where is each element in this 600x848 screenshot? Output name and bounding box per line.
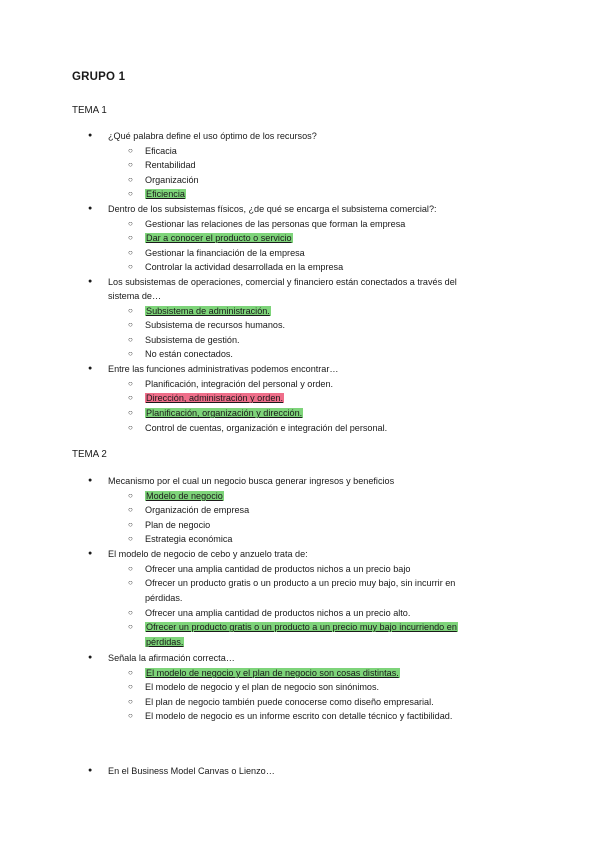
answer-option: ○ Planificación, integración del personal y orden. bbox=[145, 378, 333, 390]
section-heading-tema-2: TEMA 2 bbox=[72, 449, 107, 460]
answer-option-correct bbox=[145, 232, 293, 244]
answer-option: ○ Gestionar la financiación de la empresa bbox=[145, 247, 305, 259]
highlight-correct: Planificación, organización y dirección. bbox=[146, 408, 303, 418]
answer-option: ○ El modelo de negocio y el plan de negocio son sinónimos. bbox=[145, 681, 379, 693]
answer-option: ○ Estrategia económica bbox=[145, 533, 232, 545]
answer-option: ○ Subsistema de gestión. bbox=[145, 334, 240, 346]
question-text: ● Los subsistemas de operaciones, comercial y financiero están conectados a través del bbox=[108, 276, 457, 288]
answer-option-correct bbox=[145, 305, 271, 317]
answer-option: ○ Gestionar las relaciones de las personas que forman la empresa bbox=[145, 218, 405, 230]
answer-option: ○ No están conectados. bbox=[145, 348, 233, 360]
answer-option: ○ Control de cuentas, organización e integración del personal. bbox=[145, 422, 387, 434]
answer-option-correct bbox=[145, 621, 458, 633]
highlight-correct: Ofrecer un producto gratis o un producto a un precio muy bajo incurriendo en bbox=[146, 622, 457, 632]
answer-option: ○ El plan de negocio también puede conocerse como diseño empresarial. bbox=[145, 696, 434, 708]
answer-option-correct bbox=[145, 667, 400, 679]
question-text: ● Entre las funciones administrativas podemos encontrar… bbox=[108, 363, 339, 375]
answer-option: ○ Organización de empresa bbox=[145, 504, 249, 516]
question-text: ● Mecanismo por el cual un negocio busca generar ingresos y beneficios bbox=[108, 475, 394, 487]
question-text: ● ¿Qué palabra define el uso óptimo de los recursos? bbox=[108, 130, 317, 142]
highlight-correct: Subsistema de administración. bbox=[146, 306, 270, 316]
answer-option: ○ Eficacia bbox=[145, 145, 177, 157]
answer-option-continuation: pérdidas. bbox=[145, 593, 183, 603]
answer-option-correct bbox=[145, 407, 303, 419]
highlight-correct: El modelo de negocio y el plan de negocio son cosas distintas. bbox=[146, 668, 399, 678]
question-text-continuation: sistema de… bbox=[108, 291, 162, 301]
question-text: ● En el Business Model Canvas o Lienzo… bbox=[108, 765, 275, 777]
answer-option: ○ Rentabilidad bbox=[145, 159, 196, 171]
highlight-correct: pérdidas. bbox=[146, 637, 184, 647]
answer-option-correct bbox=[145, 188, 186, 200]
highlight-correct: Eficiencia bbox=[146, 189, 185, 199]
answer-option-wrong bbox=[145, 392, 284, 404]
question-text: ● Dentro de los subsistemas físicos, ¿de qué se encarga el subsistema comercial?: bbox=[108, 203, 437, 215]
answer-option: ○ Organización bbox=[145, 174, 199, 186]
answer-option-continuation bbox=[145, 636, 184, 648]
answer-option: ○ El modelo de negocio es un informe escrito con detalle técnico y factibilidad. bbox=[145, 710, 452, 722]
answer-option: ○ Ofrecer una amplia cantidad de productos nichos a un precio bajo bbox=[145, 563, 410, 575]
document-title: GRUPO 1 bbox=[72, 71, 126, 83]
answer-option: ○ Controlar la actividad desarrollada en la empresa bbox=[145, 261, 343, 273]
answer-option: ○ Ofrecer una amplia cantidad de productos nichos a un precio alto. bbox=[145, 607, 410, 619]
question-text: ● El modelo de negocio de cebo y anzuelo trata de: bbox=[108, 548, 308, 560]
answer-option: ○ Ofrecer un producto gratis o un producto a un precio muy bajo, sin incurrir en bbox=[145, 577, 455, 589]
section-heading-tema-1: TEMA 1 bbox=[72, 105, 107, 116]
highlight-correct: Dar a conocer el producto o servicio bbox=[146, 233, 292, 243]
highlight-correct: Modelo de negocio bbox=[146, 491, 223, 501]
answer-option: ○ Subsistema de recursos humanos. bbox=[145, 319, 285, 331]
answer-option-correct bbox=[145, 490, 224, 502]
highlight-wrong: Dirección, administración y orden. bbox=[146, 393, 283, 403]
question-text: ● Señala la afirmación correcta… bbox=[108, 652, 235, 664]
answer-option: ○ Plan de negocio bbox=[145, 519, 210, 531]
